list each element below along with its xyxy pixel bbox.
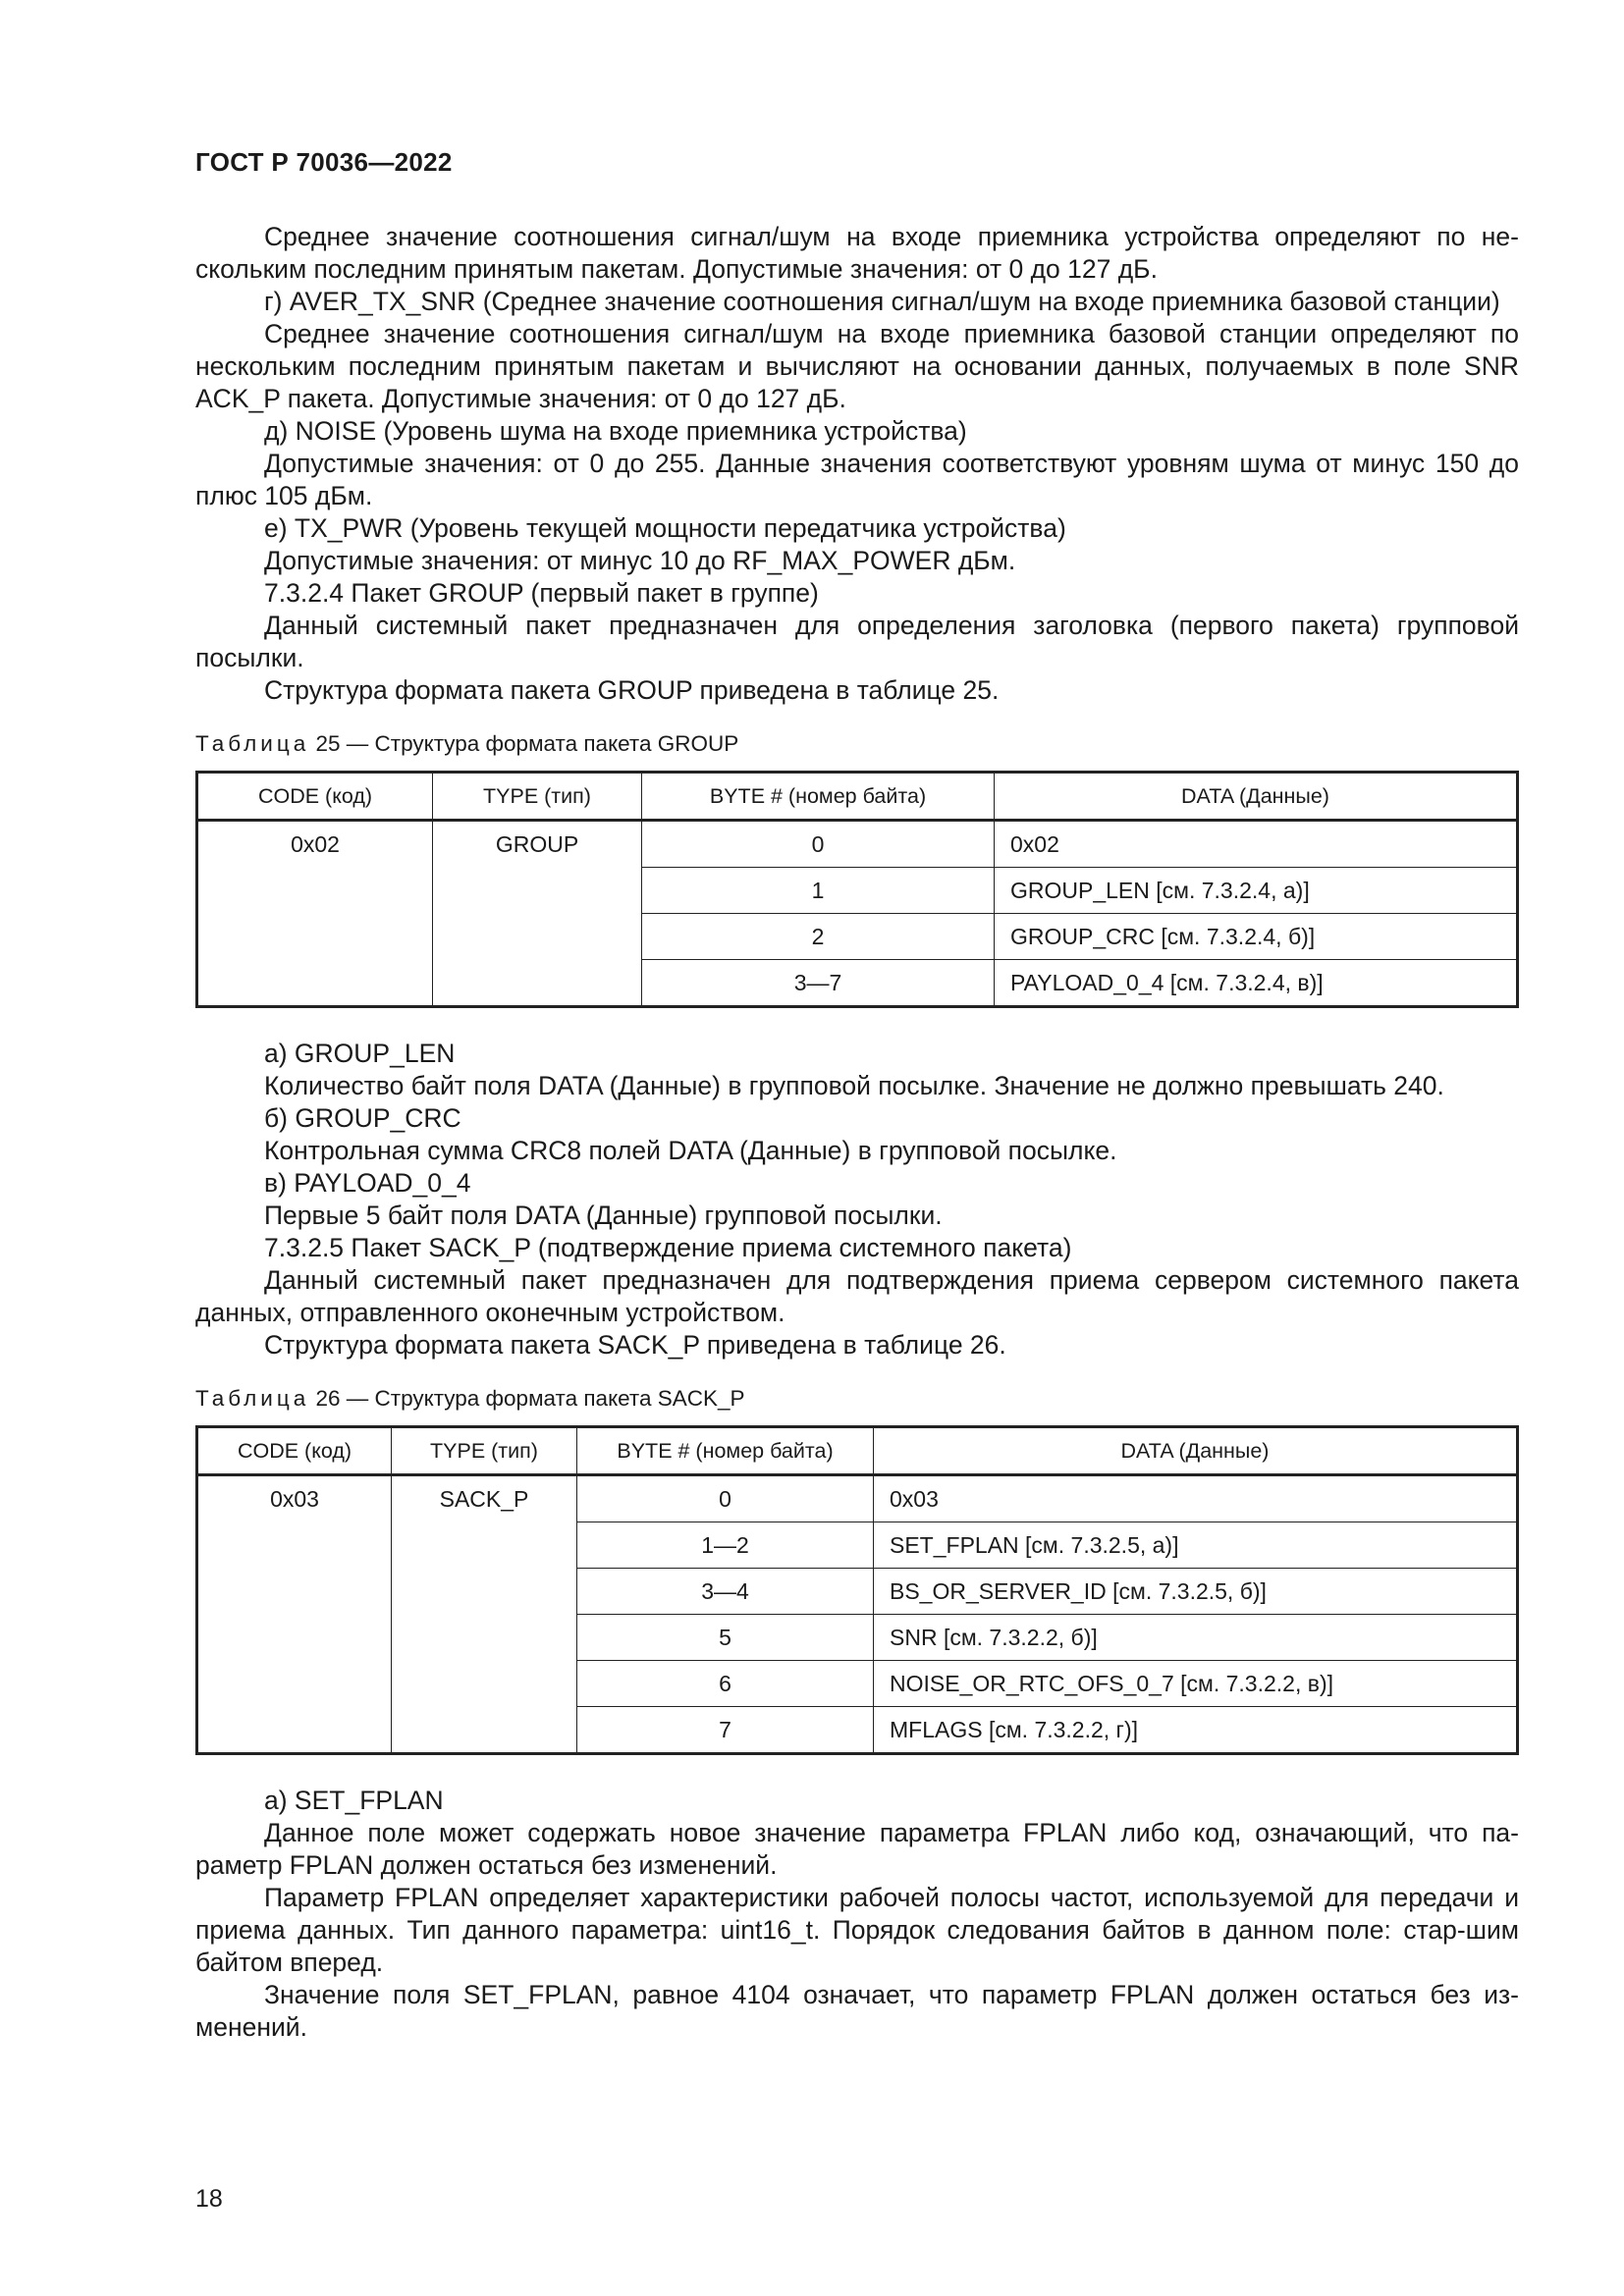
table-row	[197, 1475, 1518, 1522]
cell-byte: 7	[577, 1707, 874, 1754]
cell-byte: 3—7	[642, 960, 995, 1007]
caption-label: Таблица	[195, 731, 310, 756]
cell-data: MFLAGS [см. 7.3.2.2, г)]	[874, 1707, 1518, 1754]
column-header-code: CODE (код)	[197, 773, 433, 821]
cell-data: GROUP_LEN [см. 7.3.2.4, а)]	[995, 868, 1518, 914]
table-26	[195, 1425, 1519, 1755]
caption-text: 25 — Структура формата пакета GROUP	[315, 731, 739, 756]
list-item-g: г) AVER_TX_SNR (Среднее значение соотношения сигнал/шум на входе приемника базовой станции)	[264, 287, 1500, 316]
cell-type: GROUP	[433, 821, 642, 1007]
cell-byte: 2	[642, 914, 995, 960]
paragraph: Допустимые значения: от минус 10 до RF_MAX_POWER дБм.	[264, 546, 1016, 575]
paragraph: Допустимые значения: от 0 до 255. Данные значения соответствуют уровням шума от минус 150 до плюс 105 дБм.	[195, 449, 1519, 510]
paragraph: Среднее значение соотношения сигнал/шум на входе приемника устройства определяют по не-скольким последним принятым пакетам. Допустимые значения: от 0 до 127 дБ.	[195, 222, 1519, 284]
paragraph: Контрольная сумма CRC8 полей DATA (Данные) в групповой посылке.	[264, 1136, 1117, 1165]
cell-byte: 6	[577, 1661, 874, 1707]
text-block-1	[195, 221, 1519, 707]
paragraph: Данное поле может содержать новое значение параметра FPLAN либо код, означающий, что па-раметр FPLAN должен остаться без изменений.	[195, 1818, 1519, 1880]
cell-byte: 3—4	[577, 1569, 874, 1615]
cell-type: SACK_P	[392, 1475, 577, 1754]
list-item-a: а) SET_FPLAN	[264, 1786, 444, 1815]
table-26-caption	[195, 1386, 1519, 1412]
cell-data: SNR [см. 7.3.2.2, б)]	[874, 1615, 1518, 1661]
paragraph: Параметр FPLAN определяет характеристики рабочей полосы частот, используемой для передачи и приема данных. Тип данного параметра: uint16_t. Порядок следования байтов в данном поле: стар-шим байтом вперед.	[195, 1883, 1519, 1977]
cell-code: 0x02	[197, 821, 433, 1007]
column-header-data: DATA (Данные)	[995, 773, 1518, 821]
column-header-byte: BYTE # (номер байта)	[577, 1427, 874, 1475]
section-heading-7-3-2-4: 7.3.2.4 Пакет GROUP (первый пакет в группе)	[264, 578, 819, 608]
table-header-row	[197, 1427, 1518, 1475]
cell-data: 0x02	[995, 821, 1518, 868]
cell-byte: 1	[642, 868, 995, 914]
cell-data: GROUP_CRC [см. 7.3.2.4, б)]	[995, 914, 1518, 960]
list-item-d: д) NOISE (Уровень шума на входе приемника устройства)	[264, 416, 967, 446]
cell-data: BS_OR_SERVER_ID [см. 7.3.2.5, б)]	[874, 1569, 1518, 1615]
column-header-type: TYPE (тип)	[392, 1427, 577, 1475]
paragraph: Данный системный пакет предназначен для подтверждения приема сервером системного пакета данных, отправленного оконечным устройством.	[195, 1265, 1519, 1327]
cell-byte: 0	[642, 821, 995, 868]
table-25-caption	[195, 731, 1519, 757]
list-item-a: а) GROUP_LEN	[264, 1039, 456, 1068]
column-header-byte: BYTE # (номер байта)	[642, 773, 995, 821]
table-25	[195, 771, 1519, 1008]
cell-data: 0x03	[874, 1475, 1518, 1522]
list-item-e: е) TX_PWR (Уровень текущей мощности передатчика устройства)	[264, 513, 1066, 543]
paragraph: Данный системный пакет предназначен для определения заголовка (первого пакета) групповой посылки.	[195, 611, 1519, 672]
cell-data: PAYLOAD_0_4 [см. 7.3.2.4, в)]	[995, 960, 1518, 1007]
cell-byte: 0	[577, 1475, 874, 1522]
list-item-v: в) PAYLOAD_0_4	[264, 1168, 471, 1198]
cell-code: 0x03	[197, 1475, 392, 1754]
paragraph: Структура формата пакета GROUP приведена в таблице 25.	[264, 675, 1000, 705]
paragraph: Первые 5 байт поля DATA (Данные) групповой посылки.	[264, 1201, 943, 1230]
column-header-type: TYPE (тип)	[433, 773, 642, 821]
cell-data: SET_FPLAN [см. 7.3.2.5, а)]	[874, 1522, 1518, 1569]
caption-text: 26 — Структура формата пакета SACK_P	[315, 1386, 745, 1411]
cell-byte: 5	[577, 1615, 874, 1661]
list-item-b: б) GROUP_CRC	[264, 1103, 461, 1133]
column-header-code: CODE (код)	[197, 1427, 392, 1475]
document-header: ГОСТ Р 70036—2022	[195, 147, 453, 177]
cell-data: NOISE_OR_RTC_OFS_0_7 [см. 7.3.2.2, в)]	[874, 1661, 1518, 1707]
paragraph: Количество байт поля DATA (Данные) в групповой посылке. Значение не должно превышать 240.	[264, 1071, 1444, 1100]
table-row	[197, 821, 1518, 868]
table-header-row	[197, 773, 1518, 821]
paragraph: Значение поля SET_FPLAN, равное 4104 означает, что параметр FPLAN должен остаться без из-менений.	[195, 1980, 1519, 2042]
page-number: 18	[195, 2185, 223, 2213]
section-heading-7-3-2-5: 7.3.2.5 Пакет SACK_P (подтверждение приема системного пакета)	[264, 1233, 1072, 1262]
document-page	[195, 147, 1519, 2044]
paragraph: Структура формата пакета SACK_P приведена в таблице 26.	[264, 1330, 1006, 1360]
text-block-3	[195, 1785, 1519, 2044]
cell-byte: 1—2	[577, 1522, 874, 1569]
text-block-2	[195, 1038, 1519, 1362]
caption-label: Таблица	[195, 1386, 310, 1411]
column-header-data: DATA (Данные)	[874, 1427, 1518, 1475]
paragraph: Среднее значение соотношения сигнал/шум на входе приемника базовой станции определяют по нескольким последним принятым пакетам и вычисляют на основании данных, получаемых в поле SNR ACK_P пакета. Допустимые значения: от 0 до 127 дБ.	[195, 319, 1519, 413]
